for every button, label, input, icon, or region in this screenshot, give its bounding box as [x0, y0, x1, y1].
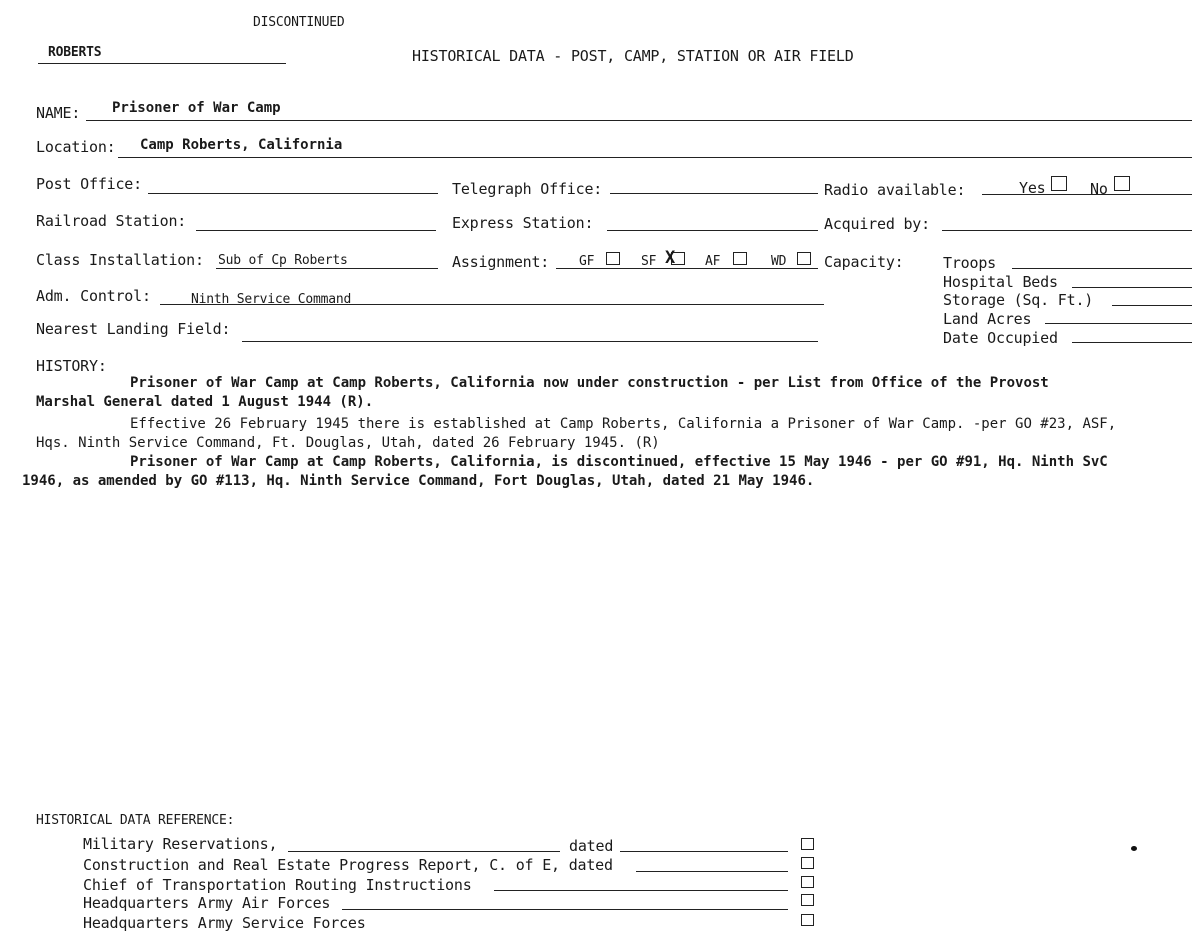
ref-hq-air-checkbox[interactable] — [801, 894, 814, 906]
history-label: HISTORY: — [36, 357, 107, 375]
ref-military-dated: dated — [569, 837, 614, 855]
location-line — [118, 157, 1192, 158]
history-p1-line2: Marshal General dated 1 August 1944 (R). — [36, 394, 374, 410]
assignment-line — [556, 268, 818, 269]
history-p1-line1: Prisoner of War Camp at Camp Roberts, California now under construction - per List from Office of the Provost — [130, 375, 1049, 391]
landing-line[interactable] — [242, 341, 818, 342]
ref-transport-checkbox[interactable] — [801, 876, 814, 888]
ref-transport-line[interactable] — [494, 890, 788, 891]
history-text — [22, 374, 1200, 491]
storage-label: Storage (Sq. Ft.) — [943, 291, 1094, 309]
assign-wd-label: WD — [771, 254, 787, 269]
history-p2-line1: Effective 26 February 1945 there is established at Camp Roberts, California a Prisoner of War Camp. -per GO #23, ASF, — [130, 416, 1117, 432]
radio-no-label: No — [1090, 180, 1108, 198]
history-p3-line2: 1946, as amended by GO #113, Hq. Ninth Service Command, Fort Douglas, Utah, dated 21 May 1946. — [22, 473, 815, 489]
troops-label: Troops — [943, 254, 996, 272]
troops-line[interactable] — [1012, 268, 1192, 269]
post-office-label: Post Office: — [36, 175, 142, 193]
reference-label: HISTORICAL DATA REFERENCE: — [36, 813, 235, 828]
name-value[interactable]: Prisoner of War Camp — [112, 100, 281, 116]
occupied-label: Date Occupied — [943, 329, 1058, 347]
location-label: Location: — [36, 138, 116, 156]
telegraph-line[interactable] — [610, 193, 818, 194]
name-label: NAME: — [36, 104, 81, 122]
ref-hq-air-label: Headquarters Army Air Forces — [83, 894, 331, 912]
ref-military-label: Military Reservations, — [83, 835, 278, 853]
acres-line[interactable] — [1045, 323, 1192, 324]
ref-military-dated-line[interactable] — [620, 851, 788, 852]
radio-yes-checkbox[interactable] — [1051, 176, 1067, 191]
occupied-line[interactable] — [1072, 342, 1192, 343]
acres-label: Land Acres — [943, 310, 1032, 328]
railroad-line[interactable] — [196, 230, 436, 231]
installation-underline — [38, 63, 286, 64]
form-title: HISTORICAL DATA - POST, CAMP, STATION OR AIR FIELD — [412, 47, 854, 65]
assign-gf-checkbox[interactable] — [606, 252, 620, 265]
ref-construction-checkbox[interactable] — [801, 857, 814, 869]
class-label: Class Installation: — [36, 251, 204, 269]
class-line — [216, 268, 438, 269]
discontinued-stamp: DISCONTINUED — [253, 15, 345, 30]
ref-construction-line[interactable] — [636, 871, 788, 872]
location-value[interactable]: Camp Roberts, California — [140, 137, 343, 153]
radio-label: Radio available: — [824, 181, 966, 199]
adm-value[interactable]: Ninth Service Command — [191, 292, 352, 307]
storage-line[interactable] — [1112, 305, 1192, 306]
ref-construction-label: Construction and Real Estate Progress Report, C. of E, dated — [83, 856, 613, 874]
history-p2-line2: Hqs. Ninth Service Command, Ft. Douglas, Utah, dated 26 February 1945. (R) — [36, 435, 660, 451]
ref-hq-service-label: Headquarters Army Service Forces — [83, 914, 366, 932]
landing-label: Nearest Landing Field: — [36, 320, 231, 338]
telegraph-label: Telegraph Office: — [452, 180, 603, 198]
assignment-label: Assignment: — [452, 253, 550, 271]
scan-speck — [1131, 846, 1137, 851]
ref-hq-air-line[interactable] — [342, 909, 788, 910]
express-line[interactable] — [607, 230, 818, 231]
assign-af-checkbox[interactable] — [733, 252, 747, 265]
assign-sf-check-mark: X — [665, 248, 676, 268]
ref-military-checkbox[interactable] — [801, 838, 814, 850]
acquired-label: Acquired by: — [824, 215, 930, 233]
ref-hq-service-checkbox[interactable] — [801, 914, 814, 926]
radio-yes-label: Yes — [1019, 179, 1046, 197]
assign-gf-label: GF — [579, 254, 595, 269]
railroad-label: Railroad Station: — [36, 212, 187, 230]
name-line — [86, 120, 1192, 121]
assign-af-label: AF — [705, 254, 721, 269]
ref-military-line[interactable] — [288, 851, 560, 852]
acquired-line[interactable] — [942, 230, 1192, 231]
beds-line[interactable] — [1072, 287, 1192, 288]
adm-line — [160, 304, 824, 305]
capacity-label: Capacity: — [824, 253, 904, 271]
post-office-line[interactable] — [148, 193, 438, 194]
radio-line — [982, 194, 1192, 195]
adm-label: Adm. Control: — [36, 287, 151, 305]
express-label: Express Station: — [452, 214, 594, 232]
assign-wd-checkbox[interactable] — [797, 252, 811, 265]
history-p3-line1: Prisoner of War Camp at Camp Roberts, California, is discontinued, effective 15 May 1946 - per GO #91, Hq. Ninth SvC — [130, 454, 1108, 470]
installation-name: ROBERTS — [48, 45, 102, 60]
ref-transport-label: Chief of Transportation Routing Instructions — [83, 876, 472, 894]
radio-no-checkbox[interactable] — [1114, 176, 1130, 191]
assign-sf-label: SF — [641, 254, 657, 269]
beds-label: Hospital Beds — [943, 273, 1058, 291]
class-value[interactable]: Sub of Cp Roberts — [218, 253, 348, 268]
